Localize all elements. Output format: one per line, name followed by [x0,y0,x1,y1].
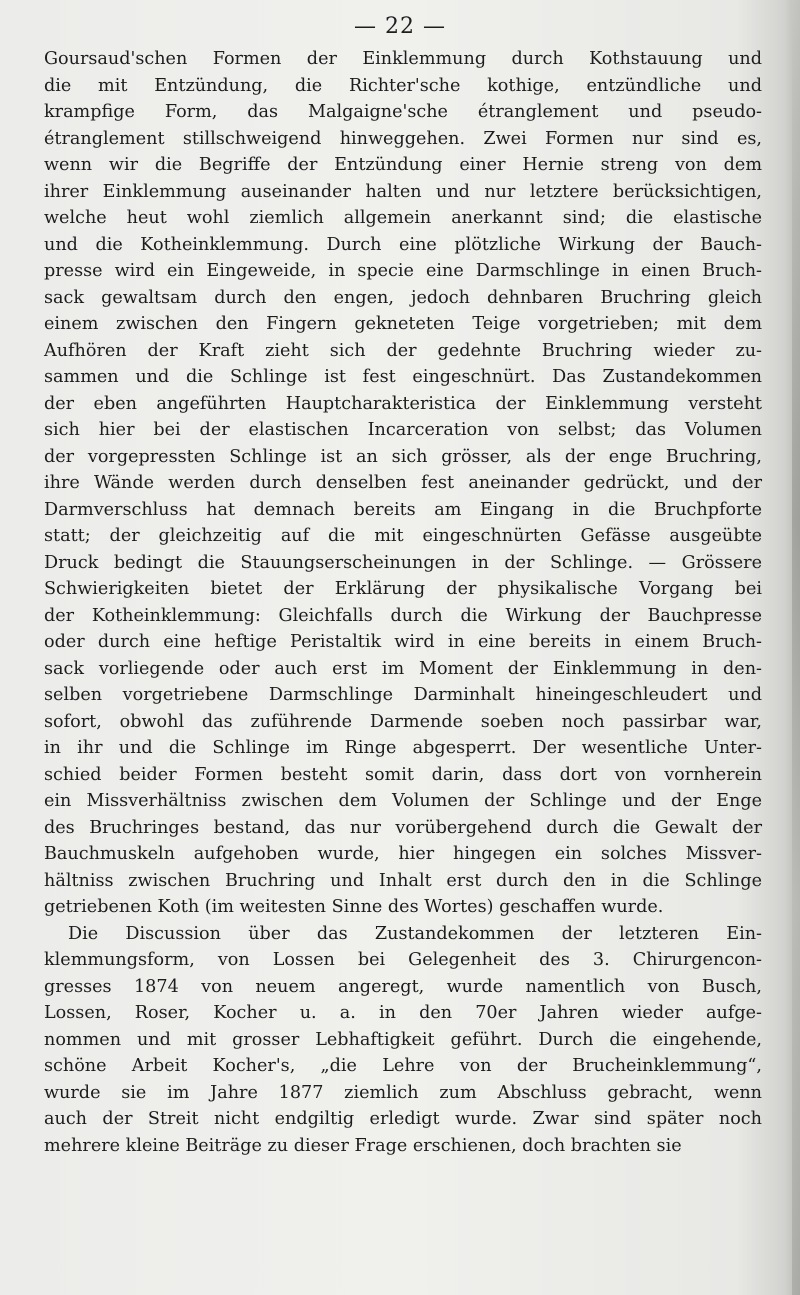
text-line: in ihr und die Schlinge im Ringe abgesperrt. Der wesentliche Unter- [44,738,762,758]
text-line: Goursaud'schen Formen der Einklemmung durch Kothstauung und [44,49,762,69]
text-line: ein Missverhältniss zwischen dem Volumen der Schlinge und der Enge [44,791,762,811]
text-line: Bauchmuskeln aufgehoben wurde, hier hingegen ein solches Missver- [44,844,762,864]
text-line: auch der Streit nicht endgiltig erledigt wurde. Zwar sind später noch [44,1109,762,1129]
text-line: ihrer Einklemmung auseinander halten und nur letztere berücksichtigen, [44,181,762,202]
text-line: gresses 1874 von neuem angeregt, wurde namentlich von Busch, [44,976,762,997]
text-line: Lossen, Roser, Kocher u. a. in den 70er Jahren wieder aufge- [44,1003,762,1023]
text-line: Schwierigkeiten bietet der Erklärung der physikalische Vorgang bei [44,579,762,599]
text-line: der Kotheinklemmung: Gleichfalls durch die Wirkung der Bauchpresse [44,605,762,626]
text-line: wurde sie im Jahre 1877 ziemlich zum Abschluss gebracht, wenn [44,1082,762,1103]
text-line: schied beider Formen besteht somit darin, dass dort von vornherein [44,764,762,785]
page-edge-shadow [792,0,800,1295]
body-text [44,46,762,1159]
text-line: presse wird ein Eingeweide, in specie eine Darmschlinge in einen Bruch- [44,261,762,281]
text-line: Druck bedingt die Stauungserscheinungen in der Schlinge. — Grössere [44,552,762,573]
text-line: Darmverschluss hat demnach bereits am Eingang in die Bruchpforte [44,499,762,520]
text-line: sammen und die Schlinge ist fest eingeschnürt. Das Zustandekommen [44,367,762,387]
text-line: krampfige Form, das Malgaigne'sche étranglement und pseudo- [44,102,762,122]
text-line: hältniss zwischen Bruchring und Inhalt erst durch den in die Schlinge [44,870,762,891]
text-line: welche heut wohl ziemlich allgemein anerkannt sind; die elastische [44,208,762,228]
text-line: oder durch eine heftige Peristaltik wird in eine bereits in einem Bruch- [44,632,762,652]
text-line: sack vorliegende oder auch erst im Moment der Einklemmung in den- [44,658,762,679]
text-line: sofort, obwohl das zuführende Darmende soeben noch passirbar war, [44,711,762,732]
text-line: klemmungsform, von Lossen bei Gelegenheit des 3. Chirurgencon- [44,950,762,970]
text-line: mehrere kleine Beiträge zu dieser Frage erschienen, doch brachten sie [44,1135,682,1156]
text-line: sack gewaltsam durch den engen, jedoch dehnbaren Bruchring gleich [44,287,762,308]
text-line: die mit Entzündung, die Richter'sche kothige, entzündliche und [44,75,762,96]
text-line: des Bruchringes bestand, das nur vorübergehend durch die Gewalt der [44,817,762,838]
text-line: und die Kotheinklemmung. Durch eine plötzliche Wirkung der Bauch- [44,234,762,255]
text-line: sich hier bei der elastischen Incarceration von selbst; das Volumen [44,420,762,440]
text-line: der vorgepressten Schlinge ist an sich grösser, als der enge Bruchring, [44,446,762,467]
text-line: statt; der gleichzeitig auf die mit eingeschnürten Gefässe ausgeübte [44,526,762,546]
text-line: einem zwischen den Fingern gekneteten Teige vorgetrieben; mit dem [44,314,762,334]
text-line: der eben angeführten Hauptcharakteristica der Einklemmung versteht [44,393,762,414]
text-line: Die Discussion über das Zustandekommen der letzteren Ein- [68,923,762,944]
text-line: wenn wir die Begriffe der Entzündung einer Hernie streng von dem [44,155,762,175]
text-line: étranglement stillschweigend hinweggehen. Zwei Formen nur sind es, [44,128,762,149]
text-line: selben vorgetriebene Darmschlinge Darminhalt hineingeschleudert und [44,685,762,705]
text-line: ihre Wände werden durch denselben fest aneinander gedrückt, und der [44,473,762,493]
text-line: nommen und mit grosser Lebhaftigkeit geführt. Durch die eingehende, [44,1029,762,1050]
page-number: — 22 — [354,14,446,39]
text-line: getriebenen Koth (im weitesten Sinne des Wortes) geschaffen wurde. [44,897,664,917]
text-line: schöne Arbeit Kocher's, „die Lehre von der Brucheinklemmung“, [44,1056,762,1076]
text-line: Aufhören der Kraft zieht sich der gedehnte Bruchring wieder zu- [44,340,762,361]
